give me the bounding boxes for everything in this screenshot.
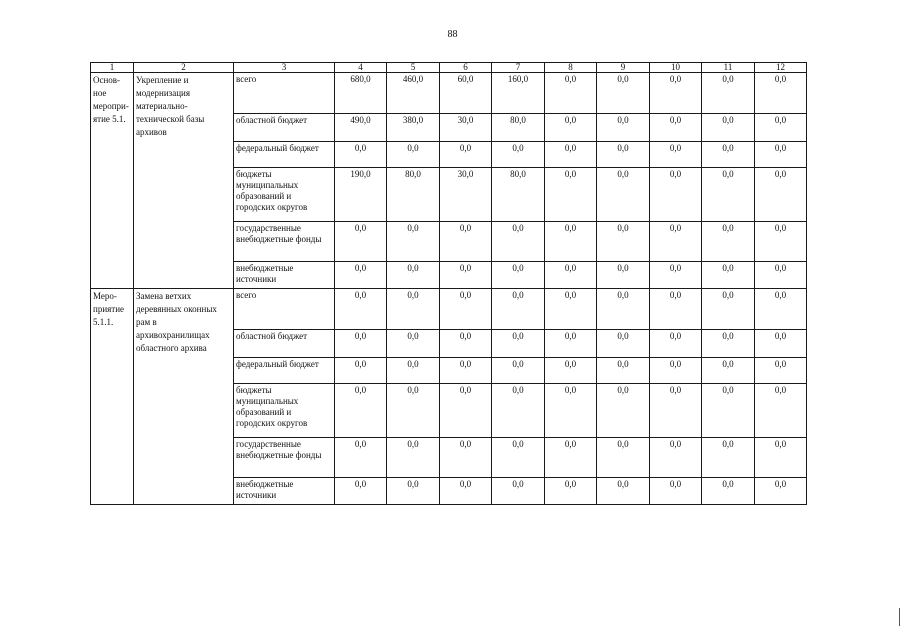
column-number-cell: 5 <box>387 63 440 73</box>
amount-cell: 0,0 <box>492 222 545 262</box>
column-number-cell: 7 <box>492 63 545 73</box>
funding-source-cell: внебюджетные источники <box>234 478 335 505</box>
amount-cell: 0,0 <box>387 289 440 330</box>
amount-cell: 160,0 <box>492 73 545 114</box>
amount-cell: 0,0 <box>755 289 807 330</box>
amount-cell: 0,0 <box>335 262 387 289</box>
amount-cell: 0,0 <box>755 438 807 478</box>
amount-cell: 0,0 <box>702 73 755 114</box>
amount-cell: 0,0 <box>545 222 597 262</box>
amount-cell: 0,0 <box>545 168 597 222</box>
amount-cell: 0,0 <box>545 438 597 478</box>
amount-cell: 0,0 <box>545 114 597 142</box>
amount-cell: 0,0 <box>387 384 440 438</box>
amount-cell: 0,0 <box>387 438 440 478</box>
amount-cell: 0,0 <box>702 478 755 505</box>
column-number-cell: 3 <box>234 63 335 73</box>
column-number-cell: 11 <box>702 63 755 73</box>
amount-cell: 0,0 <box>597 73 650 114</box>
amount-cell: 0,0 <box>597 289 650 330</box>
amount-cell: 0,0 <box>545 330 597 358</box>
amount-cell: 0,0 <box>650 142 702 168</box>
amount-cell: 0,0 <box>702 289 755 330</box>
amount-cell: 0,0 <box>755 222 807 262</box>
funding-source-cell: всего <box>234 289 335 330</box>
funding-source-cell: областной бюджет <box>234 330 335 358</box>
amount-cell: 0,0 <box>650 114 702 142</box>
table-row <box>91 73 807 114</box>
amount-cell: 0,0 <box>755 73 807 114</box>
column-number-cell: 8 <box>545 63 597 73</box>
amount-cell: 0,0 <box>755 168 807 222</box>
amount-cell: 0,0 <box>702 438 755 478</box>
funding-source-cell: всего <box>234 73 335 114</box>
amount-cell: 0,0 <box>387 222 440 262</box>
amount-cell: 0,0 <box>755 478 807 505</box>
amount-cell: 0,0 <box>387 142 440 168</box>
amount-cell: 0,0 <box>650 168 702 222</box>
amount-cell: 0,0 <box>492 289 545 330</box>
amount-cell: 0,0 <box>702 142 755 168</box>
amount-cell: 490,0 <box>335 114 387 142</box>
amount-cell: 0,0 <box>440 142 492 168</box>
amount-cell: 0,0 <box>440 384 492 438</box>
amount-cell: 0,0 <box>597 168 650 222</box>
amount-cell: 0,0 <box>755 358 807 384</box>
amount-cell: 0,0 <box>650 438 702 478</box>
amount-cell: 0,0 <box>650 73 702 114</box>
amount-cell: 0,0 <box>545 478 597 505</box>
amount-cell: 30,0 <box>440 114 492 142</box>
amount-cell: 0,0 <box>387 262 440 289</box>
amount-cell: 0,0 <box>335 222 387 262</box>
amount-cell: 0,0 <box>545 384 597 438</box>
amount-cell: 0,0 <box>702 358 755 384</box>
amount-cell: 0,0 <box>492 142 545 168</box>
amount-cell: 0,0 <box>545 262 597 289</box>
amount-cell: 0,0 <box>597 358 650 384</box>
funding-source-cell: государственные внебюджетные фонды <box>234 222 335 262</box>
amount-cell: 0,0 <box>492 438 545 478</box>
column-number-cell: 12 <box>755 63 807 73</box>
program-title-cell: Замена ветхих деревянных оконных рам в архивохранилищах областного архива <box>134 289 234 505</box>
amount-cell: 0,0 <box>545 73 597 114</box>
amount-cell: 0,0 <box>545 358 597 384</box>
amount-cell: 0,0 <box>440 289 492 330</box>
amount-cell: 0,0 <box>597 222 650 262</box>
amount-cell: 0,0 <box>755 262 807 289</box>
funding-source-cell: внебюджетные источники <box>234 262 335 289</box>
amount-cell: 0,0 <box>440 438 492 478</box>
amount-cell: 0,0 <box>492 384 545 438</box>
amount-cell: 0,0 <box>335 289 387 330</box>
amount-cell: 0,0 <box>702 168 755 222</box>
column-number-cell: 4 <box>335 63 387 73</box>
amount-cell: 0,0 <box>755 142 807 168</box>
amount-cell: 0,0 <box>650 330 702 358</box>
funding-source-cell: государственные внебюджетные фонды <box>234 438 335 478</box>
amount-cell: 0,0 <box>650 262 702 289</box>
amount-cell: 0,0 <box>335 438 387 478</box>
program-title-cell: Укрепление и модернизация материально-технической базы архивов <box>134 73 234 289</box>
amount-cell: 0,0 <box>702 262 755 289</box>
amount-cell: 190,0 <box>335 168 387 222</box>
program-code-cell: Основ- ное меропри- ятие 5.1. <box>91 73 134 289</box>
amount-cell: 60,0 <box>440 73 492 114</box>
amount-cell: 0,0 <box>702 330 755 358</box>
amount-cell: 0,0 <box>755 114 807 142</box>
amount-cell: 80,0 <box>387 168 440 222</box>
funding-source-cell: бюджеты муниципальных образований и городских округов <box>234 384 335 438</box>
amount-cell: 0,0 <box>597 262 650 289</box>
column-number-cell: 6 <box>440 63 492 73</box>
amount-cell: 0,0 <box>650 358 702 384</box>
amount-cell: 80,0 <box>492 168 545 222</box>
amount-cell: 0,0 <box>440 358 492 384</box>
amount-cell: 0,0 <box>440 330 492 358</box>
amount-cell: 0,0 <box>335 358 387 384</box>
amount-cell: 0,0 <box>545 142 597 168</box>
amount-cell: 0,0 <box>597 478 650 505</box>
page-number: 88 <box>447 29 458 40</box>
amount-cell: 0,0 <box>755 384 807 438</box>
amount-cell: 680,0 <box>335 73 387 114</box>
amount-cell: 0,0 <box>492 330 545 358</box>
table-row <box>91 289 807 330</box>
table-body <box>91 63 807 505</box>
funding-source-cell: областной бюджет <box>234 114 335 142</box>
amount-cell: 0,0 <box>387 330 440 358</box>
column-number-cell: 10 <box>650 63 702 73</box>
amount-cell: 0,0 <box>492 478 545 505</box>
amount-cell: 0,0 <box>545 289 597 330</box>
amount-cell: 0,0 <box>440 262 492 289</box>
funding-source-cell: федеральный бюджет <box>234 358 335 384</box>
amount-cell: 460,0 <box>387 73 440 114</box>
amount-cell: 0,0 <box>597 438 650 478</box>
amount-cell: 0,0 <box>335 384 387 438</box>
amount-cell: 0,0 <box>755 330 807 358</box>
column-number-row <box>91 63 807 73</box>
amount-cell: 0,0 <box>650 478 702 505</box>
amount-cell: 0,0 <box>492 262 545 289</box>
amount-cell: 0,0 <box>650 289 702 330</box>
amount-cell: 0,0 <box>702 384 755 438</box>
amount-cell: 380,0 <box>387 114 440 142</box>
column-number-cell: 1 <box>91 63 134 73</box>
amount-cell: 0,0 <box>387 358 440 384</box>
amount-cell: 0,0 <box>702 222 755 262</box>
amount-cell: 0,0 <box>335 478 387 505</box>
amount-cell: 0,0 <box>387 478 440 505</box>
amount-cell: 0,0 <box>440 222 492 262</box>
amount-cell: 0,0 <box>597 384 650 438</box>
funding-source-cell: бюджеты муниципальных образований и городских округов <box>234 168 335 222</box>
scan-margin-mark <box>899 608 900 626</box>
amount-cell: 0,0 <box>597 142 650 168</box>
column-number-cell: 2 <box>134 63 234 73</box>
amount-cell: 0,0 <box>335 142 387 168</box>
amount-cell: 0,0 <box>650 222 702 262</box>
amount-cell: 0,0 <box>597 330 650 358</box>
amount-cell: 80,0 <box>492 114 545 142</box>
amount-cell: 0,0 <box>335 330 387 358</box>
amount-cell: 0,0 <box>440 478 492 505</box>
amount-cell: 0,0 <box>492 358 545 384</box>
amount-cell: 0,0 <box>650 384 702 438</box>
program-code-cell: Меро- приятие 5.1.1. <box>91 289 134 505</box>
budget-table <box>90 62 807 505</box>
amount-cell: 0,0 <box>702 114 755 142</box>
amount-cell: 30,0 <box>440 168 492 222</box>
column-number-cell: 9 <box>597 63 650 73</box>
amount-cell: 0,0 <box>597 114 650 142</box>
funding-source-cell: федеральный бюджет <box>234 142 335 168</box>
